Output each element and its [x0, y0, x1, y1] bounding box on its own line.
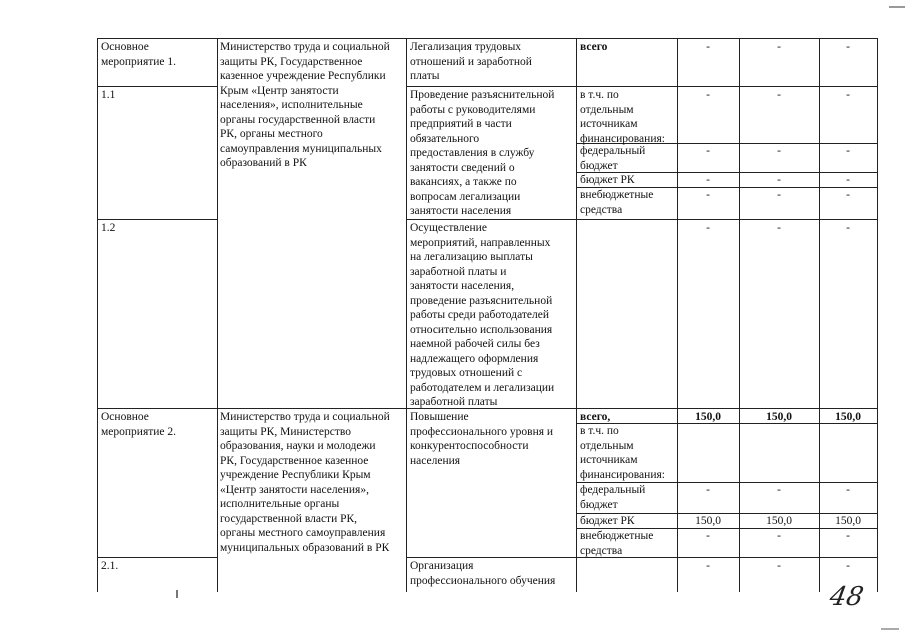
row12-description: Осуществление мероприятий, направленных на легализацию выплаты заработной платы и занятости населения, проведение разъяснительной работы среди работодателей относительно использования наемной рабочей силы без надлежащего оформления трудовых отношений с работодателем и легализации заработной платы: [410, 222, 555, 408]
program-table: [97, 38, 878, 592]
row1-value-1: -: [706, 41, 710, 53]
row11-number: 1.1: [101, 89, 116, 101]
row12-value-1: -: [706, 222, 710, 234]
table-border-top: [97, 38, 878, 39]
row2-sub-value: 150,0: [835, 515, 861, 527]
row2-sub-value: -: [706, 484, 710, 496]
row2-executors: Министерство труда и социальной защиты РК, Министерство образования, науки и молодежи РК, Государственное казенное учреждение Республики Крым «Центр занятости населения», исполнительные органы государственной власти РК, органы местного самоуправления муниципальных образований в РК: [220, 411, 390, 554]
row11-sub-value: -: [706, 189, 710, 201]
row2-sub-label: внебюджетные средства: [580, 530, 654, 557]
row11-sub-value: -: [706, 145, 710, 157]
row2-sub-value: 150,0: [835, 411, 861, 423]
row11-sub-value: -: [706, 89, 710, 101]
row11-sub-value: -: [846, 189, 850, 201]
row-divider: [97, 86, 217, 87]
row2-sub-value: -: [777, 484, 781, 496]
row1-value-2: -: [777, 41, 781, 53]
row2-description: Повышение профессионального уровня и конкурентоспособности населения: [410, 411, 554, 467]
row1-description: Легализация трудовых отношений и заработной платы: [410, 41, 532, 82]
row1-executors: Министерство труда и социальной защиты РК, Государственное казенное учреждение Республики Крым «Центр занятости населения», исполнительные органы государственной власти РК, органы местного самоуправления муниципальных образований в РК: [220, 41, 390, 169]
table-col-divider-1: [217, 38, 218, 592]
row11-sub-value: -: [706, 174, 710, 186]
row11-sub-value: -: [777, 174, 781, 186]
row2-sub-value: 150,0: [695, 411, 721, 423]
row1-total-label: всего: [580, 41, 608, 53]
table-col-divider-6: [819, 38, 820, 592]
row21-value-2: -: [777, 560, 781, 572]
scan-mark-bottom: [881, 628, 899, 630]
row-divider: [97, 219, 217, 220]
row21-description: Организация профессионального обучения: [410, 560, 556, 587]
row2-sub-value: -: [706, 530, 710, 542]
row2-activity-name: Основное мероприятие 2.: [101, 411, 177, 438]
table-col-divider-2: [406, 38, 407, 592]
row11-sub-label: бюджет РК: [580, 174, 635, 186]
row2-sub-value: 150,0: [695, 515, 721, 527]
row-divider: [406, 219, 878, 220]
row2-sub-value: -: [846, 530, 850, 542]
row11-sub-value: -: [777, 189, 781, 201]
row11-sub-value: -: [846, 145, 850, 157]
table-col-divider-5: [739, 38, 740, 592]
row12-number: 1.2: [101, 222, 116, 234]
row12-value-3: -: [846, 222, 850, 234]
row12-value-2: -: [777, 222, 781, 234]
table-col-divider-3: [576, 38, 577, 592]
row-divider: [97, 557, 217, 558]
row11-sub-label: федеральный бюджет: [580, 145, 646, 172]
row11-description: Проведение разъяснительной работы с руководителями предприятий в части обязательного предоставления в службу занятости сведений о вакансиях, а также по вопросам легализации занятости населения: [410, 89, 555, 217]
row21-number: 2.1.: [101, 560, 119, 572]
row11-sub-value: -: [777, 89, 781, 101]
scan-mark-top: [889, 6, 905, 8]
row2-sub-label: всего,: [580, 411, 611, 423]
row2-sub-label: федеральный бюджет: [580, 484, 646, 511]
row2-sub-value: 150,0: [766, 515, 792, 527]
row11-sub-label: внебюджетные средства: [580, 189, 654, 216]
row1-activity-name: Основное мероприятие 1.: [101, 41, 177, 68]
table-col-divider-4: [677, 38, 678, 592]
row11-sub-value: -: [846, 174, 850, 186]
handwritten-page-number: 48: [827, 582, 866, 612]
row21-value-1: -: [706, 560, 710, 572]
table-border-right: [877, 38, 878, 592]
row21-value-3: -: [846, 560, 850, 572]
row2-sub-label: в т.ч. по отдельным источникам финансирования:: [580, 425, 665, 481]
table-border-left: [97, 38, 98, 592]
row11-sub-value: -: [846, 89, 850, 101]
row2-sub-value: 150,0: [766, 411, 792, 423]
row2-sub-value: -: [777, 530, 781, 542]
row-divider: [406, 86, 878, 87]
row2-sub-value: -: [846, 484, 850, 496]
row2-sub-label: бюджет РК: [580, 515, 635, 527]
row11-sub-value: -: [777, 145, 781, 157]
row1-value-3: -: [846, 41, 850, 53]
row11-sub-label: в т.ч. по отдельным источникам финансирования:: [580, 89, 665, 145]
